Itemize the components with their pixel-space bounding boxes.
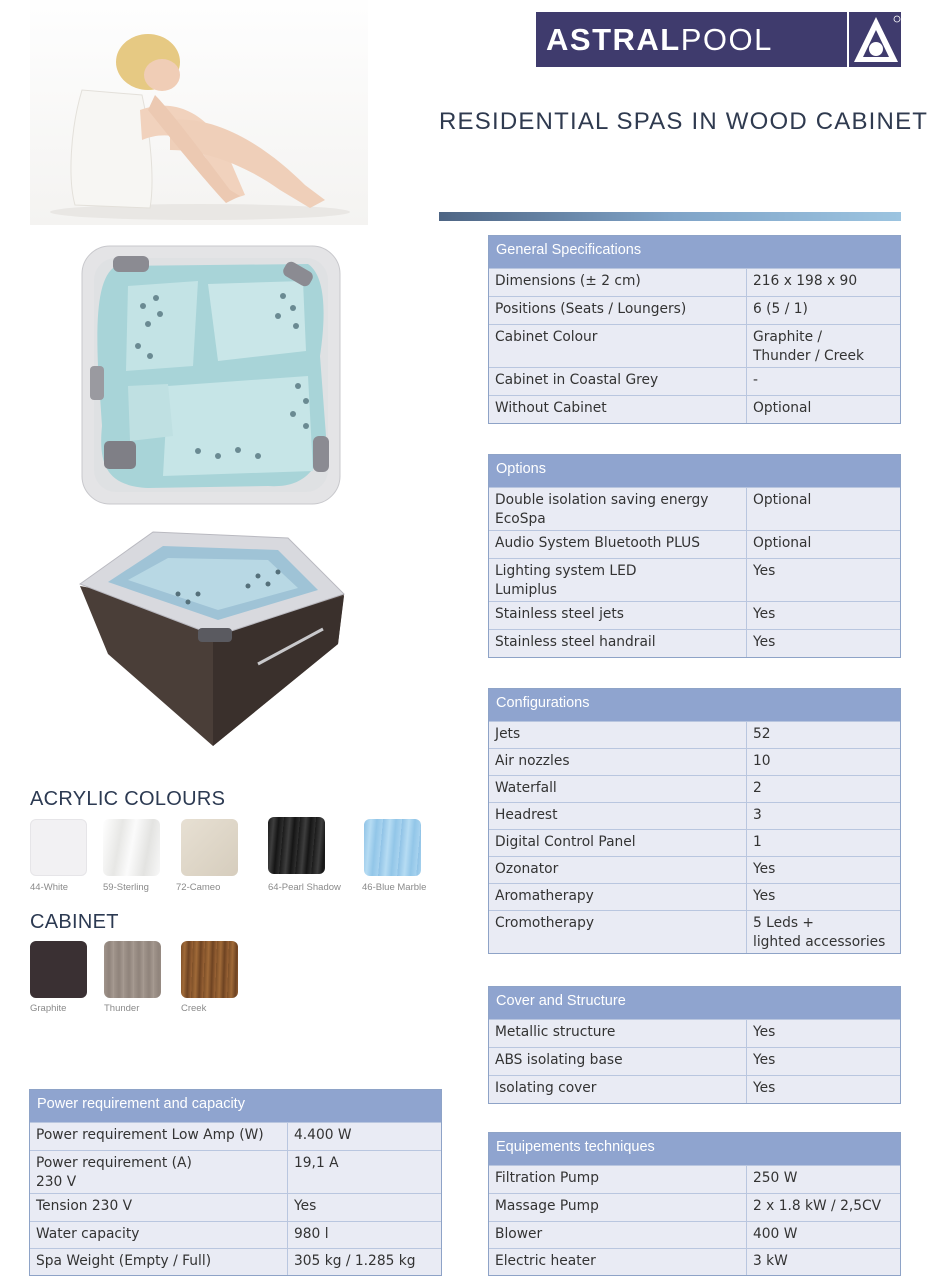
spec-label: Jets <box>489 722 747 748</box>
table-row <box>489 629 900 657</box>
equipment-table <box>488 1132 901 1276</box>
spec-label: Spa Weight (Empty / Full) <box>30 1249 288 1275</box>
spec-value: Optional <box>753 492 812 508</box>
spec-value: Yes <box>753 861 776 877</box>
spec-value: Yes <box>753 606 776 622</box>
spec-label: Lighting system LED Lumiplus <box>489 559 747 601</box>
spec-label: Isolating cover <box>489 1076 747 1103</box>
spec-label: Water capacity <box>30 1222 288 1248</box>
swatch-label-graphite: Graphite <box>30 1003 67 1014</box>
table-row <box>489 829 900 856</box>
swatch-label-thunder: Thunder <box>104 1003 140 1014</box>
spec-value: Yes <box>753 1052 776 1068</box>
spec-label: Double isolation saving energy EcoSpa <box>489 488 747 530</box>
logo-light-text: POOL <box>680 21 773 57</box>
table-row <box>489 268 900 296</box>
logo-bold-text: ASTRAL <box>546 21 681 57</box>
spec-label: Cabinet Colour <box>489 325 747 367</box>
table-row <box>30 1193 441 1221</box>
spec-label: Power requirement (A) 230 V <box>30 1151 288 1193</box>
swatch-label-cameo: 72-Cameo <box>176 882 221 893</box>
swatch-pearl-shadow <box>268 817 325 874</box>
spec-value: 3 <box>753 807 762 823</box>
table-title: Equipements techniques <box>489 1133 900 1165</box>
spec-label: Blower <box>489 1222 747 1248</box>
woman-in-towel-photo <box>30 0 368 225</box>
swatch-creek <box>181 941 238 998</box>
spa-cabinet-3d-photo <box>68 524 352 750</box>
table-row <box>489 748 900 775</box>
table-row <box>489 487 900 530</box>
spec-value: 250 W <box>753 1170 798 1186</box>
table-row <box>30 1248 441 1275</box>
table-title: Options <box>489 455 900 487</box>
spec-value: 2 <box>753 780 762 796</box>
spec-label: Without Cabinet <box>489 396 747 423</box>
table-row <box>30 1221 441 1248</box>
table-row <box>489 1193 900 1221</box>
spec-value: 1 <box>753 834 762 850</box>
spec-value: 4.400 W <box>294 1127 352 1143</box>
spec-label: Dimensions (± 2 cm) <box>489 269 747 296</box>
spa-top-view-photo <box>68 236 352 510</box>
acrylic-colours-heading: ACRYLIC COLOURS <box>30 788 226 810</box>
table-row <box>489 324 900 367</box>
spec-label: Stainless steel jets <box>489 602 747 629</box>
table-title: General Specifications <box>489 236 900 268</box>
spec-value: 19,1 A <box>294 1155 339 1171</box>
spec-label: Tension 230 V <box>30 1194 288 1221</box>
spec-value: 52 <box>753 726 771 742</box>
swatch-label-white: 44-White <box>30 882 69 893</box>
table-row <box>489 530 900 558</box>
spec-value: Yes <box>294 1198 317 1214</box>
table-row <box>489 802 900 829</box>
table-row <box>489 1075 900 1103</box>
spec-value: Yes <box>753 634 776 650</box>
spec-value: 216 x 198 x 90 <box>753 273 858 289</box>
table-row <box>489 721 900 748</box>
cover-structure-table <box>488 986 901 1104</box>
table-title: Cover and Structure <box>489 987 900 1019</box>
swatch-label-blue-marble: 46-Blue Marble <box>362 882 427 893</box>
spec-value: Optional <box>753 535 812 551</box>
table-row <box>489 883 900 910</box>
astralpool-triangle-icon <box>847 12 901 67</box>
spec-label: Waterfall <box>489 776 747 802</box>
table-row <box>489 1047 900 1075</box>
swatch-thunder <box>104 941 161 998</box>
spec-label: Massage Pump <box>489 1194 747 1221</box>
table-row <box>489 558 900 601</box>
table-row <box>489 1221 900 1248</box>
power-capacity-table <box>29 1089 442 1276</box>
spec-label: Digital Control Panel <box>489 830 747 856</box>
spec-value: 400 W <box>753 1226 798 1242</box>
spec-value: 980 l <box>294 1226 329 1242</box>
swatch-white <box>30 819 87 876</box>
table-row <box>489 601 900 629</box>
table-row <box>489 1165 900 1193</box>
spec-label: ABS isolating base <box>489 1048 747 1075</box>
spec-value: 2 x 1.8 kW / 2,5CV <box>753 1198 882 1214</box>
table-row <box>489 1248 900 1275</box>
table-row <box>489 296 900 324</box>
spec-value: Optional <box>753 400 812 416</box>
swatch-label-creek: Creek <box>181 1003 207 1014</box>
spec-label: Cabinet in Coastal Grey <box>489 368 747 395</box>
spec-label: Cromotherapy <box>489 911 747 953</box>
spec-label: Positions (Seats / Loungers) <box>489 297 747 324</box>
spec-value: - <box>753 372 758 388</box>
spec-label: Electric heater <box>489 1249 747 1275</box>
table-row <box>489 367 900 395</box>
spec-label: Filtration Pump <box>489 1166 747 1193</box>
table-row <box>489 856 900 883</box>
spec-value: Yes <box>753 1024 776 1040</box>
table-row <box>30 1122 441 1150</box>
configurations-table <box>488 688 901 954</box>
table-row <box>489 1019 900 1047</box>
general-specifications-table <box>488 235 901 424</box>
spec-value: Yes <box>753 888 776 904</box>
swatch-blue-marble <box>364 819 421 876</box>
swatch-graphite <box>30 941 87 998</box>
document-title: RESIDENTIAL SPAS IN WOOD CABINET <box>439 108 929 135</box>
swatch-cameo <box>181 819 238 876</box>
spec-label: Stainless steel handrail <box>489 630 747 657</box>
swatch-sterling <box>103 819 160 876</box>
swatch-label-sterling: 59-Sterling <box>103 882 149 893</box>
spec-value: 5 Leds + lighted accessories <box>753 915 886 950</box>
astralpool-logo <box>536 12 901 67</box>
spec-label: Ozonator <box>489 857 747 883</box>
spec-value: 10 <box>753 753 771 769</box>
swatch-label-pearl-shadow: 64-Pearl Shadow <box>268 882 341 893</box>
spec-label: Power requirement Low Amp (W) <box>30 1123 288 1150</box>
spec-value: 3 kW <box>753 1253 788 1269</box>
table-row <box>30 1150 441 1193</box>
spec-value: Yes <box>753 1080 776 1096</box>
spec-value: Yes <box>753 563 776 579</box>
spec-value: Graphite / Thunder / Creek <box>753 329 864 364</box>
table-row <box>489 395 900 423</box>
table-row <box>489 775 900 802</box>
table-title: Power requirement and capacity <box>30 1090 441 1122</box>
options-table <box>488 454 901 658</box>
spec-value: 6 (5 / 1) <box>753 301 808 317</box>
spec-label: Air nozzles <box>489 749 747 775</box>
spec-label: Aromatherapy <box>489 884 747 910</box>
spec-label: Audio System Bluetooth PLUS <box>489 531 747 558</box>
spec-value: 305 kg / 1.285 kg <box>294 1253 416 1269</box>
spec-label: Headrest <box>489 803 747 829</box>
cabinet-heading: CABINET <box>30 911 119 933</box>
title-gradient-bar <box>439 212 901 221</box>
spec-label: Metallic structure <box>489 1020 747 1047</box>
table-row <box>489 910 900 953</box>
table-title: Configurations <box>489 689 900 721</box>
